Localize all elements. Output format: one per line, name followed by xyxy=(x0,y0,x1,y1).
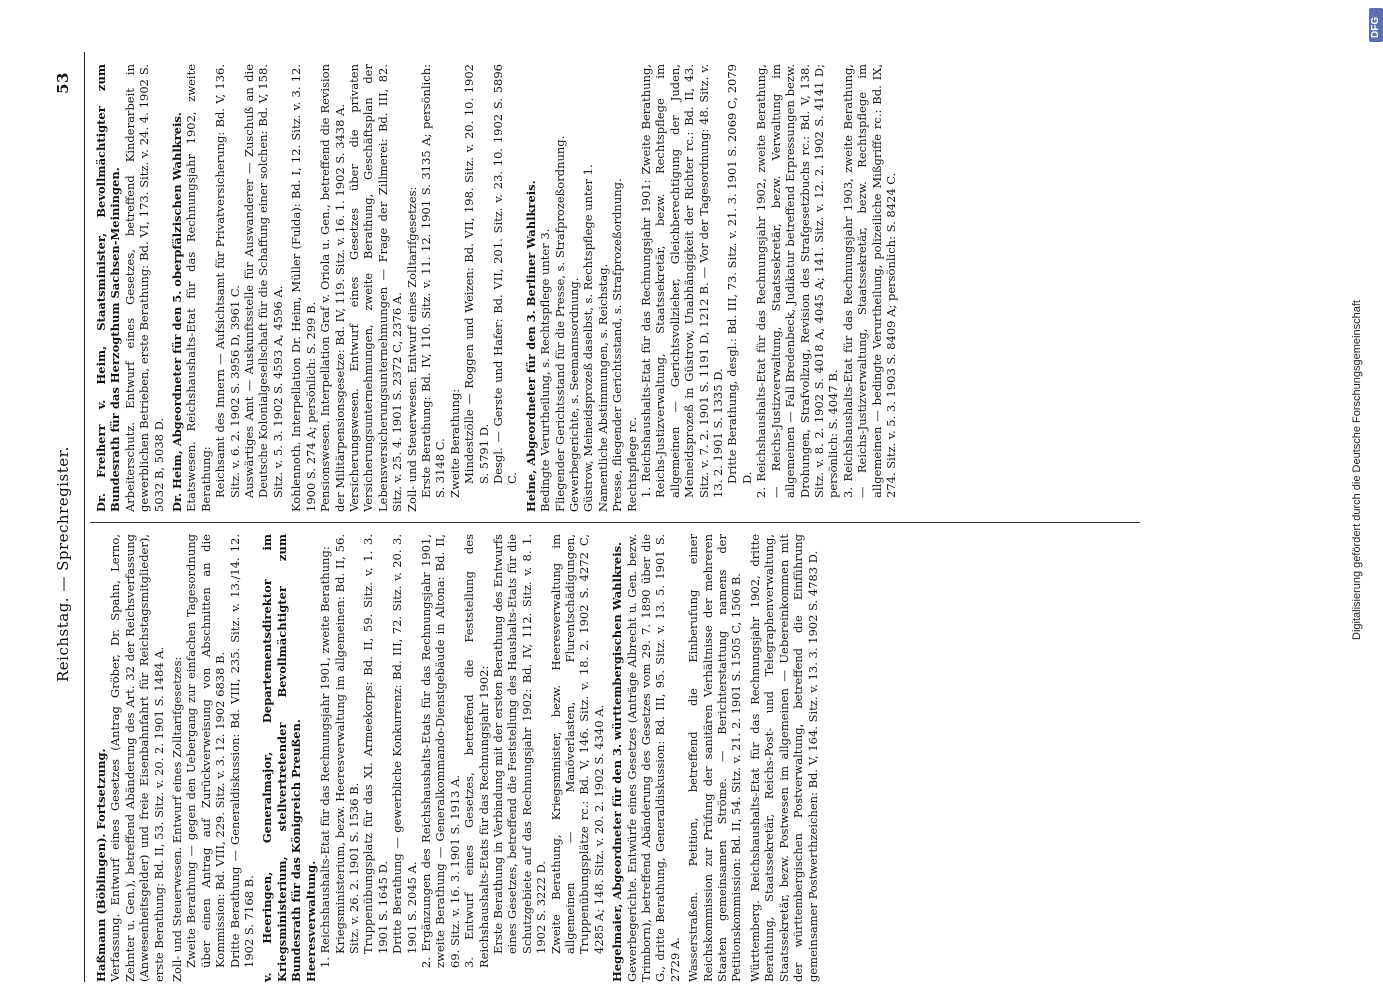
register-entry: Erste Berathung: Bd. IV, 110. Sitz. v. 11. 12. 1901 S. 3135 A; persönlich: S. 3148 C. xyxy=(418,64,448,498)
register-entry: Haßmann (Böblingen). Fortsetzung. xyxy=(94,748,108,982)
register-entry: Zoll- und Steuerwesen. Entwurf eines Zolltarifgesetzes: xyxy=(170,656,185,982)
register-entry: Auswärtiges Amt — Auskunftsstelle für Auswanderer — Zuschuß an die Deutsche Kolonialgesellschaft für die Schaffung einer solchen: Bd. V, 158. Sitz. v. 5. 3. 1902 S. 4593 A, 4596 A. xyxy=(242,64,285,498)
register-entry: Heine, Abgeordneter für den 3. Berliner Wahlkreis. xyxy=(523,180,538,512)
register-entry: Dr. Heim, Abgeordneter für den 5. oberpfälzischen Wahlkreis. xyxy=(170,112,185,512)
running-head xyxy=(54,52,82,982)
register-entry: Wasserstraßen. Petition, betreffend die Einberufung einer Reichskommission zur Prüfung der sanitären Verhältnisse der mehreren Staaten gemeinsamen Ströme. — Berichterstattung namens der Petitionskommission: Bd. II, 54. Sitz. v. 21. 2. 1901 S. 1505 C, 1506 B. xyxy=(686,534,744,982)
left-column xyxy=(94,534,1350,982)
register-entry: Dritte Berathung, desgl.: Bd. III, 73. Sitz. v. 21. 3. 1901 S. 2069 C, 2079 D. xyxy=(725,64,754,484)
page-number: 53 xyxy=(54,72,72,94)
rotated-page xyxy=(50,52,1350,982)
register-entry: 1. Reichshaushalts-Etat für das Rechnungsjahr 1901: Zweite Berathung, Reichs-Justizverwaltung, Staatssekretär, bezw. Rechtspflege im allgemeinen — Gerichtsvollzieher, Gleichberechtigung der Juden, Meineidsprozeß in Güstrow, Unabhängigkeit der Richter rc.: Bd. II, 43. Sitz. v. 7. 2. 1901 S. 1191 D, 1212 B. — Vor der Tagesordnung: 48. Sitz. v. 13. 2. 1901 S. 1335 D. xyxy=(639,64,726,498)
register-entry: Dr. Freiherr v. Heim, Staatsminister, Bevollmächtigter zum Bundesrath für das Herzogthum Sachsen-Meiningen. xyxy=(94,64,123,512)
register-entry: Fliegender Gerichtsstand für die Presse, s. Strafprozeßordnung. xyxy=(552,135,567,512)
register-entry: Versicherungswesen. Entwurf eines Gesetzes über die privaten Versicherungsunternehmungen, zweite Berathung, Geschäftsplan der Lebensversicherungsunternehmungen — Frage der Zillmerei: Bd. III, 82. Sitz. v. 25. 4. 1901 S. 2372 C, 2376 A. xyxy=(346,64,405,512)
dfg-logo xyxy=(1369,8,1383,42)
running-head-title: Reichstag. — Sprechregister. xyxy=(54,446,72,682)
register-entry: Kohlennoth. Interpellation Dr. Heim, Müller (Fulda): Bd. I, 12. Sitz. v. 3. 12. 1900 S. 274 A; persönlich: S. 299 B. xyxy=(289,64,318,512)
right-column xyxy=(94,64,1350,512)
register-entry: Verfassung. Entwurf eines Gesetzes (Antrag Gröber, Dr. Spahn, Lerno, Zehnter u. Gen.), betreffend Abänderung des Art. 32 der Reichsverfassung (Anwesenheitsgelder) und freie Eisenbahnfahrt für Reichstagsmitglieder), erste Berathung: Bd. II, 53. Sitz. v. 20. 2. 1901 S. 1484 A. xyxy=(108,534,166,982)
register-entry: Arbeiterschutz. Entwurf eines Gesetzes, betreffend Kinderarbeit in gewerblichen Betrieben, erste Berathung: Bd. VI, 173. Sitz. v. 24. 4. 1902 S. 5032 B, 5038 D. xyxy=(122,64,166,512)
register-entry: Truppenübungsplatz für das XI. Armeekorps: Bd. II, 59. Sitz. v. 1. 3. 1901 S. 1645 D. xyxy=(361,534,390,954)
register-entry: Namentliche Abstimmungen, s. Reichstag. xyxy=(595,263,610,512)
register-entry: Dritte Berathung — gewerbliche Konkurrenz: Bd. III, 72. Sitz. v. 20. 3. 1901 S. 2045 A. xyxy=(390,534,419,954)
register-entry: Pensionswesen. Interpellation Graf v. Oriola u. Gen., betreffend die Revision der Militärpensionsgesetze: Bd. IV, 119. Sitz. v. 16. 1. 1902 S. 3438 A. xyxy=(318,64,347,512)
register-entry: Presse, fliegender Gerichtsstand, s. Strafprozeßordnung. xyxy=(610,178,625,512)
register-entry: Heeresverwaltung. xyxy=(303,860,318,982)
register-entry: Güstrow, Meineidsprozeß daselbst, s. Rechtspflege unter 1. xyxy=(581,164,596,512)
register-entry: Gewerbegerichte. Entwürfe eines Gesetzes (Anträge Albrecht u. Gen. bezw. Trimborn), betreffend Abänderung des Gesetzes vom 29. 7. 1890 über die G., dritte Berathung, Generaldiskussion: Bd. III, 95. Sitz. v. 13. 5. 1901 S. 2729 A. xyxy=(624,534,682,982)
register-entry: 3. Reichshaushalts-Etat für das Rechnungsjahr 1903, zweite Berathung, — Reichs-Justizverwaltung, Staatssekretär, bezw. Rechtspflege im allgemeinen — bedingte Verurtheilung, polizeiliche Mißgriffe rc.: Bd. IX, 274. Sitz. v. 5. 3. 1903 S. 8409 A; persönlich: S. 8424 C. xyxy=(840,64,898,498)
register-entry: 2. Reichshaushalts-Etat für das Rechnungsjahr 1902, zweite Berathung, — Reichs-Justizverwaltung, Staatssekretär, bezw. Verwaltung im allgemeinen — Fall Bredenbeck, Judikatur betreffend Erpressungen bezw. Drohungen, Strafvollzug, Revision des Strafgesetzbuchs rc.: Bd. V, 138. Sitz. v. 8. 2. 1902 S. 4018 A, 4045 A; 141. Sitz. v. 12. 2. 1902 S. 4141 D; persönlich: S. 4047 B. xyxy=(754,64,841,498)
register-entry: Desgl. — Gerste und Hafer: Bd. VII, 201. Sitz. v. 23. 10. 1902 S. 5896 C. xyxy=(490,64,520,484)
register-entry: Dritte Berathung — Generaldiskussion: Bd. VIII, 235. Sitz. v. 13./14. 12. 1902 S. 7168 B. xyxy=(227,534,257,968)
register-entry: Zoll- und Steuerwesen. Entwurf eines Zolltarifgesetzes: xyxy=(404,186,419,512)
header-rule xyxy=(84,52,85,982)
register-entry: 1. Reichshaushalts-Etat für das Rechnungsjahr 1901, zweite Berathung: xyxy=(318,546,333,968)
register-entry: Etatswesen. Reichshaushalts-Etat für das Rechnungsjahr 1902, zweite Berathung: xyxy=(184,64,213,512)
register-entry: Erste Berathung in Verbindung mit der ersten Berathung des Entwurfs eines Gesetzes, betreffend die Feststellung des Haushalts-Etats für die Schutzgebiete auf das Rechnungsjahr 1902: Bd. IV, 112. Sitz. v. 8. 1. 1902 S. 3222 D. xyxy=(490,534,549,954)
register-entry: Rechtspflege rc. xyxy=(624,416,639,512)
register-entry: Kriegsministerium, bezw. Heeresverwaltung im allgemeinen: Bd. II, 56. Sitz. v. 26. 2. 1901 S. 1536 B. xyxy=(332,534,361,954)
register-entry: Bedingte Verurtheilung, s. Rechtspflege unter 3. xyxy=(538,228,553,512)
dfg-logo-text: DFG xyxy=(1370,16,1381,38)
register-entry: Mindestzölle — Roggen und Weizen: Bd. VII, 198. Sitz. v. 20. 10. 1902 S. 5791 D. xyxy=(462,64,491,484)
column-divider xyxy=(90,522,1140,523)
register-entry: Zweite Berathung — gegen den Uebergang zur einfachen Tagesordnung über einen Antrag auf Zurückverweisung von Abschnitten an die Kommission: Bd. VIII, 229. Sitz. v. 3. 12. 1902 6838 B. xyxy=(184,534,228,968)
register-entry: Gewerbegerichte, s. Seemannsordnung. xyxy=(567,277,581,512)
register-entry: Hegelmaier, Abgeordneter für den 3. württembergischen Wahlkreis. xyxy=(610,541,625,982)
register-entry: v. Heeringen, Generalmajor, Departementsdirektor im Kriegsministerium, stellvertretender Bevollmächtigter zum Bundesrath für das Königreich Preußen. xyxy=(260,534,304,982)
register-entry: 2. Ergänzungen des Reichshaushalts-Etats für das Rechnungsjahr 1901, zweite Berathung — Generalkommando-Dienstgebäude in Altona: Bd. II, 69. Sitz. v. 16. 3. 1901 S. 1913 A. xyxy=(418,534,462,968)
digitization-credit: Digitalisierung gefördert durch die Deutsche Forschungsgemeinschaft xyxy=(1351,300,1363,640)
register-entry: Zweite Berathung, Kriegsminister, bezw. Heeresverwaltung im allgemeinen — Manöverlasten, Flurentschädigungen, Truppenübungsplätze rc.: Bd. V, 146. Sitz. v. 18. 2. 1902 S. 4272 C, 4285 A; 148. Sitz. v. 20. 2. 1902 S. 4340 A. xyxy=(548,534,606,954)
register-entry: Reichsamt des Innern — Aufsichtsamt für Privatversicherung: Bd. V, 136. Sitz. v. 6. 2. 1902 S. 3956 D, 3961 C. xyxy=(213,64,242,498)
register-entry: 3. Entwurf eines Gesetzes, betreffend die Feststellung des Reichshaushalts-Etats für das Rechnungsjahr 1902: xyxy=(462,534,491,968)
register-entry: Württemberg. Reichshaushalts-Etat für das Rechnungsjahr 1902, dritte Berathung, Staatssekretär, Reichs-Post- und Telegraphenverwaltung, Staatssekretär, bezw. Postwesen im allgemeinen — Uebereinkommen mit der württembergischen Postverwaltung, betreffend die Einführung gemeinsamer Postwerthzeichen: Bd. V, 164. Sitz. v. 13. 3. 1902 S. 4783 D. xyxy=(747,534,820,982)
register-entry: Zweite Berathung: xyxy=(447,388,462,498)
